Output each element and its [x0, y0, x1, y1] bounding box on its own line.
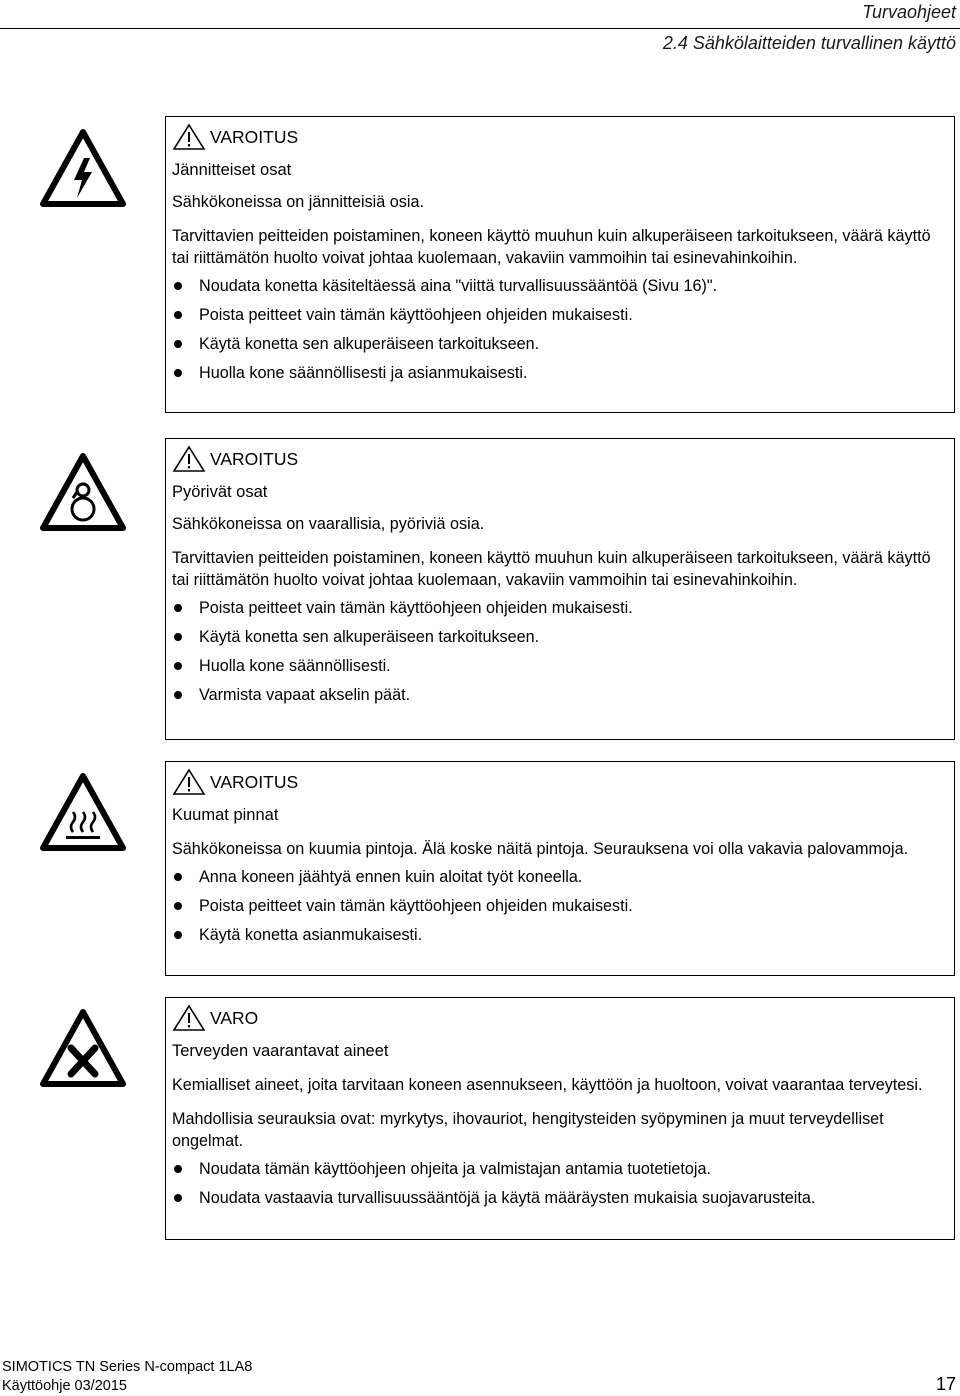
paragraph: Sähkökoneissa on kuumia pintoja. Älä koske näitä pintoja. Seurauksena voi olla vakavia palovammoja. [172, 840, 909, 858]
list-item: Varmista vapaat akselin päät. [172, 684, 944, 706]
warning-box-rotating [165, 438, 955, 740]
instruction-list [172, 275, 944, 384]
page-number: 17 [935, 1374, 956, 1394]
section-title: 2.4 Sähkölaitteiden turvallinen käyttö [662, 33, 956, 53]
list-item: Käytä konetta sen alkuperäiseen tarkoitukseen. [172, 333, 944, 355]
footer-document: Käyttöohje 03/2015 [2, 1378, 127, 1394]
list-item: Huolla kone säännöllisesti. [172, 655, 944, 677]
signal-word: VAROITUS [210, 772, 299, 792]
instruction-list [172, 1158, 944, 1209]
hazard-title: Kuumat pinnat [172, 806, 279, 824]
paragraph: Mahdollisia seurauksia ovat: myrkytys, ihovauriot, hengitysteiden syöpyminen ja muut terveydelliset ongelmat. [172, 1110, 884, 1150]
paragraph: Kemialliset aineet, joita tarvitaan koneen asennukseen, käyttöön ja huoltoon, voivat vaarantaa terveytesi. [172, 1076, 923, 1094]
instruction-list [172, 866, 944, 946]
list-item: Noudata konetta käsiteltäessä aina "viittä turvallisuussääntöä (Sivu 16)". [172, 275, 944, 297]
warning-triangle-icon [172, 768, 206, 796]
signal-word: VARO [210, 1008, 259, 1028]
list-item: Anna koneen jäähtyä ennen kuin aloitat työt koneella. [172, 866, 944, 888]
warning-box-electric [165, 116, 955, 413]
warning-triangle-icon [172, 445, 206, 473]
warning-triangle-icon [172, 123, 206, 151]
signal-word: VAROITUS [210, 127, 299, 147]
chapter-title: Turvaohjeet [862, 2, 956, 22]
signal-word-row [172, 443, 944, 475]
list-item: Noudata tämän käyttöohjeen ohjeita ja valmistajan antamia tuotetietoja. [172, 1158, 944, 1180]
hot-surface-hazard-icon [40, 772, 126, 852]
list-item: Poista peitteet vain tämän käyttöohjeen ohjeiden mukaisesti. [172, 597, 944, 619]
electric-shock-hazard-icon [40, 128, 126, 208]
warning-box-hot-surfaces [165, 761, 955, 976]
rotating-parts-hazard-icon [40, 452, 126, 532]
signal-word-row [172, 766, 944, 798]
instruction-list [172, 597, 944, 706]
hazard-title: Pyörivät osat [172, 483, 268, 501]
hazard-title: Terveyden vaarantavat aineet [172, 1042, 389, 1060]
list-item: Käytä konetta asianmukaisesti. [172, 924, 944, 946]
warning-triangle-icon [172, 1004, 206, 1032]
paragraph: Sähkökoneissa on jännitteisiä osia. [172, 193, 424, 211]
header-rule [0, 28, 960, 29]
paragraph: Tarvittavien peitteiden poistaminen, koneen käyttö muuhun kuin alkuperäiseen tarkoitukseen, väärä käyttö tai riittämätön huolto voivat johtaa kuolemaan, vakaviin vammoihin tai esinevahinkoihin. [172, 549, 931, 589]
list-item: Käytä konetta sen alkuperäiseen tarkoitukseen. [172, 626, 944, 648]
signal-word-row [172, 1002, 944, 1034]
caution-box-harmful-substances [165, 997, 955, 1240]
signal-word: VAROITUS [210, 449, 299, 469]
list-item: Poista peitteet vain tämän käyttöohjeen ohjeiden mukaisesti. [172, 895, 944, 917]
list-item: Huolla kone säännöllisesti ja asianmukaisesti. [172, 362, 944, 384]
list-item: Poista peitteet vain tämän käyttöohjeen ohjeiden mukaisesti. [172, 304, 944, 326]
paragraph: Sähkökoneissa on vaarallisia, pyöriviä osia. [172, 515, 485, 533]
harmful-substances-hazard-icon [40, 1008, 126, 1088]
list-item: Noudata vastaavia turvallisuussääntöjä ja käytä määräysten mukaisia suojavarusteita. [172, 1187, 944, 1209]
signal-word-row [172, 121, 944, 153]
hazard-title: Jännitteiset osat [172, 161, 292, 179]
footer-product: SIMOTICS TN Series N-compact 1LA8 [2, 1359, 253, 1375]
paragraph: Tarvittavien peitteiden poistaminen, koneen käyttö muuhun kuin alkuperäiseen tarkoitukseen, väärä käyttö tai riittämätön huolto voivat johtaa kuolemaan, vakaviin vammoihin tai esinevahinkoihin. [172, 227, 931, 267]
